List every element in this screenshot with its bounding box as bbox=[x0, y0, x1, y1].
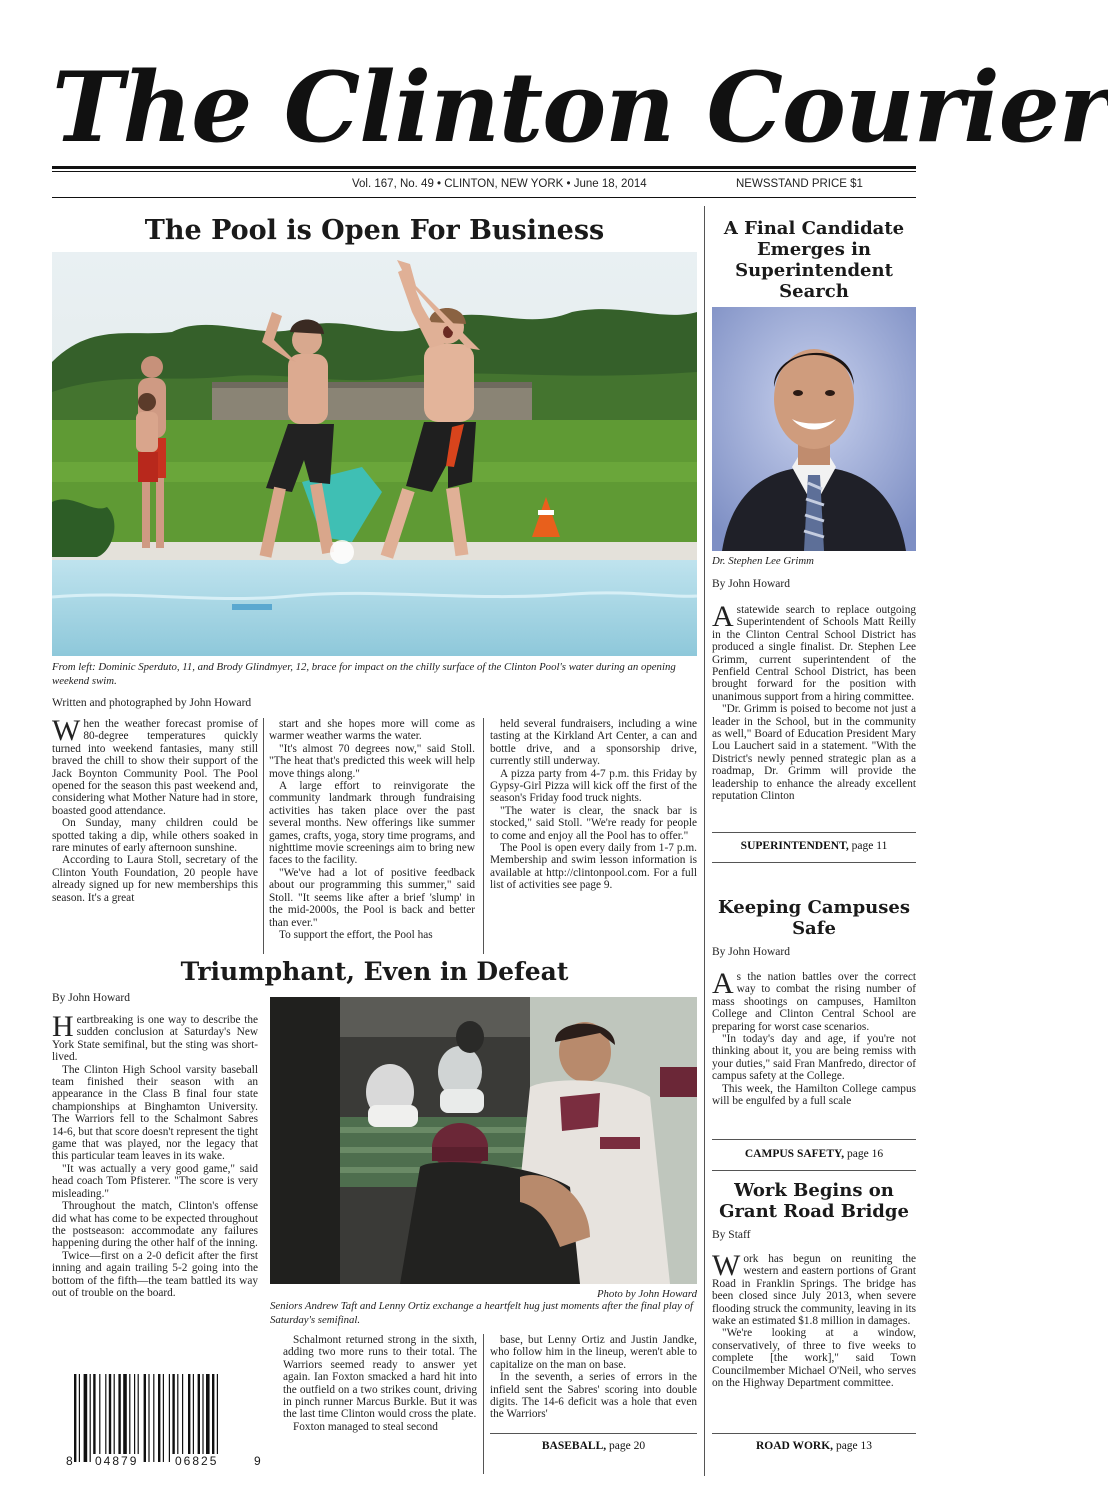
bridge-byline: By Staff bbox=[712, 1229, 751, 1241]
section-rule bbox=[712, 862, 916, 863]
pool-headline: The Pool is Open For Business bbox=[144, 215, 605, 246]
pool-paragraph: A pizza party from 4-7 p.m. this Friday by Gypsy-Girl Pizza will kick off the first of the season's Friday food truck nights. bbox=[490, 767, 697, 805]
campus-headline: Keeping Campuses Safe bbox=[718, 897, 910, 939]
superintendent-photo-caption: Dr. Stephen Lee Grimm bbox=[712, 555, 814, 567]
campus-paragraph: As the nation battles over the correct way to combat the rising number of mass shootings on campuses, Hamilton College and Clinton Central School are preparing for worst case scenarios. bbox=[712, 967, 916, 1033]
baseball-byline: By John Howard bbox=[52, 992, 130, 1004]
pool-column-3 bbox=[490, 718, 697, 956]
baseball-jump-page: page 20 bbox=[606, 1440, 646, 1452]
baseball-column-1 bbox=[52, 1010, 258, 1364]
sidebar-divider bbox=[704, 206, 705, 1476]
bridge-body bbox=[712, 1249, 916, 1431]
superintendent-byline: By John Howard bbox=[712, 578, 790, 590]
campus-jump-line bbox=[712, 1148, 916, 1160]
masthead-title: The Clinton Courier bbox=[52, 51, 1108, 164]
bridge-jump-rule bbox=[712, 1433, 916, 1434]
barcode-digit-right: 9 bbox=[254, 1454, 261, 1468]
baseball-photo-illustration bbox=[270, 997, 697, 1284]
superintendent-jump-label: SUPERINTENDENT, bbox=[740, 840, 849, 852]
baseball-paragraph: Twice—first on a 2-0 deficit after the first inning and again trailing 5-2 going into the bottom of the fifth—the team battled its way out of trouble on the board. bbox=[52, 1249, 258, 1299]
baseball-jump-label: BASEBALL, bbox=[541, 1440, 607, 1452]
bridge-headline: Work Begins on Grant Road Bridge bbox=[719, 1180, 909, 1222]
superintendent-headline: A Final Candidate Emerges in Superintendent Search bbox=[723, 218, 905, 302]
campus-byline: By John Howard bbox=[712, 946, 790, 958]
pool-paragraph: When the weather forecast promise of 80-degree temperatures quickly turned into weekend fantasies, many still braved the chill to show their support of the Jack Boynton Community Pool. The Pool opened for the season this past weekend and, considering what Mother Nature had in store, boasted good attendance. bbox=[52, 714, 258, 817]
pool-paragraph: "We've had a lot of positive feedback about our programming this summer," said Stoll. "It seems like after a brief 'slump' in the mid-2000s, the Pool is back and better than ever." bbox=[269, 866, 475, 929]
bridge-jump-page: page 13 bbox=[833, 1440, 873, 1452]
baseball-paragraph: Foxton managed to steal second bbox=[293, 1420, 438, 1433]
baseball-headline: Triumphant, Even in Defeat bbox=[180, 957, 569, 986]
pool-photo-caption: From left: Dominic Sperduto, 11, and Brody Glindmyer, 12, brace for impact on the chilly surface of the Clinton Pool's water during an opening weekend swim. bbox=[52, 661, 676, 687]
pool-byline: Written and photographed by John Howard bbox=[52, 697, 252, 709]
baseball-photo-caption: Seniors Andrew Taft and Lenny Ortiz exchange a heartfelt hug just moments after the final play of Saturday's semifinal. bbox=[270, 1300, 694, 1326]
campus-jump-rule bbox=[712, 1139, 916, 1140]
pool-paragraph: To support the effort, the Pool has bbox=[279, 928, 433, 941]
pool-column-1 bbox=[52, 714, 258, 956]
baseball-paragraph: Schalmont returned strong in the sixth, adding two more runs to their total. The Warriors seemed ready to answer yet again. Ian Foxton smacked a hard hit into the outfield on a two strikes count, driving in pinch runner Marcus Burkle. But it was the last time Clinton would cross the plate. bbox=[283, 1334, 477, 1421]
pool-paragraph: start and she hopes more will come as warmer weather warms the water. bbox=[269, 718, 475, 743]
pool-paragraph: A large effort to reinvigorate the community landmark through fundraising activities has taken place over the past several months. New offerings like summer games, crafts, yoga, story time programs, and nighttime movie screenings aim to bring new faces to the facility. bbox=[269, 780, 475, 867]
section-rule bbox=[712, 1170, 916, 1171]
pool-column-rule bbox=[263, 718, 264, 954]
baseball-column-rule bbox=[483, 1334, 484, 1474]
dateline: Vol. 167, No. 49 • CLINTON, NEW YORK • June 18, 2014 bbox=[352, 178, 647, 190]
pool-paragraph: According to Laura Stoll, secretary of the Clinton Youth Foundation, 20 people have already signed up for new memberships this season. It's a great bbox=[52, 854, 258, 904]
baseball-jump-rule bbox=[490, 1433, 697, 1434]
barcode-digits-group-1: 04879 bbox=[92, 1454, 141, 1468]
baseball-paragraph: Heartbreaking is one way to describe the sudden conclusion at Saturday's New York State semifinal, but the sting was short-lived. bbox=[52, 1010, 258, 1064]
baseball-paragraph: base, but Lenny Ortiz and Justin Jandke, who follow him in the lineup, weren't able to capitalize on the man on base. bbox=[490, 1334, 697, 1371]
barcode bbox=[66, 1374, 262, 1484]
pool-paragraph: The Pool is open every daily from 1-7 p.m. Membership and swim lesson information is available at http://clintonpool.com. For a full list of activities see page 9. bbox=[490, 842, 697, 892]
superintendent-portrait bbox=[712, 307, 916, 551]
barcode-digits-group-2: 06825 bbox=[172, 1454, 221, 1468]
baseball-jump-line bbox=[490, 1440, 697, 1452]
bridge-paragraph: Work has begun on reuniting the western and eastern portions of Grant Road in Franklin Springs. The bridge has been closed since July 2013, when severe flooding struck the community, leaving in its wake an estimated $1.8 million in damages. bbox=[712, 1249, 916, 1328]
newsstand-price: NEWSSTAND PRICE $1 bbox=[736, 178, 863, 190]
portrait-illustration bbox=[712, 307, 916, 551]
baseball-photo-credit: Photo by John Howard bbox=[596, 1288, 697, 1300]
masthead-rule-thin bbox=[52, 171, 916, 172]
baseball-column-3 bbox=[490, 1334, 697, 1430]
campus-body bbox=[712, 967, 916, 1135]
baseball-photo bbox=[270, 997, 697, 1284]
baseball-paragraph: The Clinton High School varsity baseball team finished their season with an appearance in the Class B final four state championships at Binghamton University. The Warriors fell to the Schalmont Sabres 14-6, but that score doesn't represent the tight game that was played, nor the legacy that this particular team leaves in its wake. bbox=[52, 1063, 258, 1163]
bridge-jump-line bbox=[712, 1440, 916, 1452]
pool-paragraph: "The water is clear, the snack bar is stocked," said Stoll. "We're ready for people to come and enjoy all the Pool has to offer." bbox=[490, 804, 697, 842]
campus-jump-page: page 16 bbox=[844, 1148, 884, 1160]
superintendent-jump-line bbox=[712, 840, 916, 852]
campus-paragraph: "In today's day and age, if you're not thinking about it, you are being remiss with your duties," said Fran Manfredo, director of campus safety at the College. bbox=[712, 1033, 916, 1083]
bridge-jump-label: ROAD WORK, bbox=[755, 1440, 834, 1452]
pool-column-rule bbox=[483, 718, 484, 954]
campus-paragraph: This week, the Hamilton College campus will be engulfed by a full scale bbox=[712, 1082, 916, 1108]
baseball-paragraph: "It was actually a very good game," said head coach Tom Pfisterer. "The score is very misleading." bbox=[52, 1162, 258, 1200]
pool-paragraph: "It's almost 70 degrees now," said Stoll. "The heat that's predicted this week will help move things along." bbox=[269, 742, 475, 780]
campus-jump-label: CAMPUS SAFETY, bbox=[744, 1148, 845, 1160]
pool-photo-illustration bbox=[52, 252, 697, 656]
barcode-digit-left: 8 bbox=[66, 1454, 73, 1468]
masthead-rule-top bbox=[52, 166, 916, 169]
bridge-paragraph: "We're looking at a window, conservatively, of three to five weeks to complete [the work]," said Town Councilmember Michael O'Neil, who serves on the Highway Department committee. bbox=[712, 1327, 916, 1390]
superintendent-jump-page: page 11 bbox=[848, 840, 888, 852]
pool-column-2 bbox=[269, 718, 475, 956]
pool-paragraph: held several fundraisers, including a wine tasting at the Kirkland Art Center, a can and bottle drive, and a sponsorship drive, currently still underway. bbox=[490, 718, 697, 768]
superintendent-body bbox=[712, 600, 916, 828]
pool-photo bbox=[52, 252, 697, 656]
baseball-paragraph: In the seventh, a series of errors in the infield sent the Sabres' scoring into double digits. The 14-6 deficit was a hole that even the Warriors' bbox=[490, 1371, 697, 1421]
superintendent-paragraph: "Dr. Grimm is poised to become not just a leader in the School, but in the community as well," Board of Education President Mary Lou Lauchert said in a statement. "With the District's newly penned strategic plan as a roadmap, Dr. Grimm will provide the leadership to enhance the already excellent reputation Clinton bbox=[712, 703, 916, 803]
dateline-rule bbox=[52, 197, 916, 198]
baseball-paragraph: Throughout the match, Clinton's offense did what has come to be expected throughout the postseason: accommodate any failures happening during the other half of the inning. bbox=[52, 1200, 258, 1250]
pool-paragraph: On Sunday, many children could be spotted taking a dip, while others soaked in rare minutes of early afternoon sunshine. bbox=[52, 817, 258, 855]
superintendent-paragraph: Astatewide search to replace outgoing Superintendent of Schools Matt Reilly in the Clinton Central School District has produced a single finalist. Dr. Stephen Lee Grimm, current superintendent of the Penfield Central School District, has been brought forward for the position with unanimous support from a hiring committee. bbox=[712, 600, 916, 703]
baseball-column-2 bbox=[283, 1334, 477, 1476]
superintendent-jump-rule bbox=[712, 832, 916, 833]
